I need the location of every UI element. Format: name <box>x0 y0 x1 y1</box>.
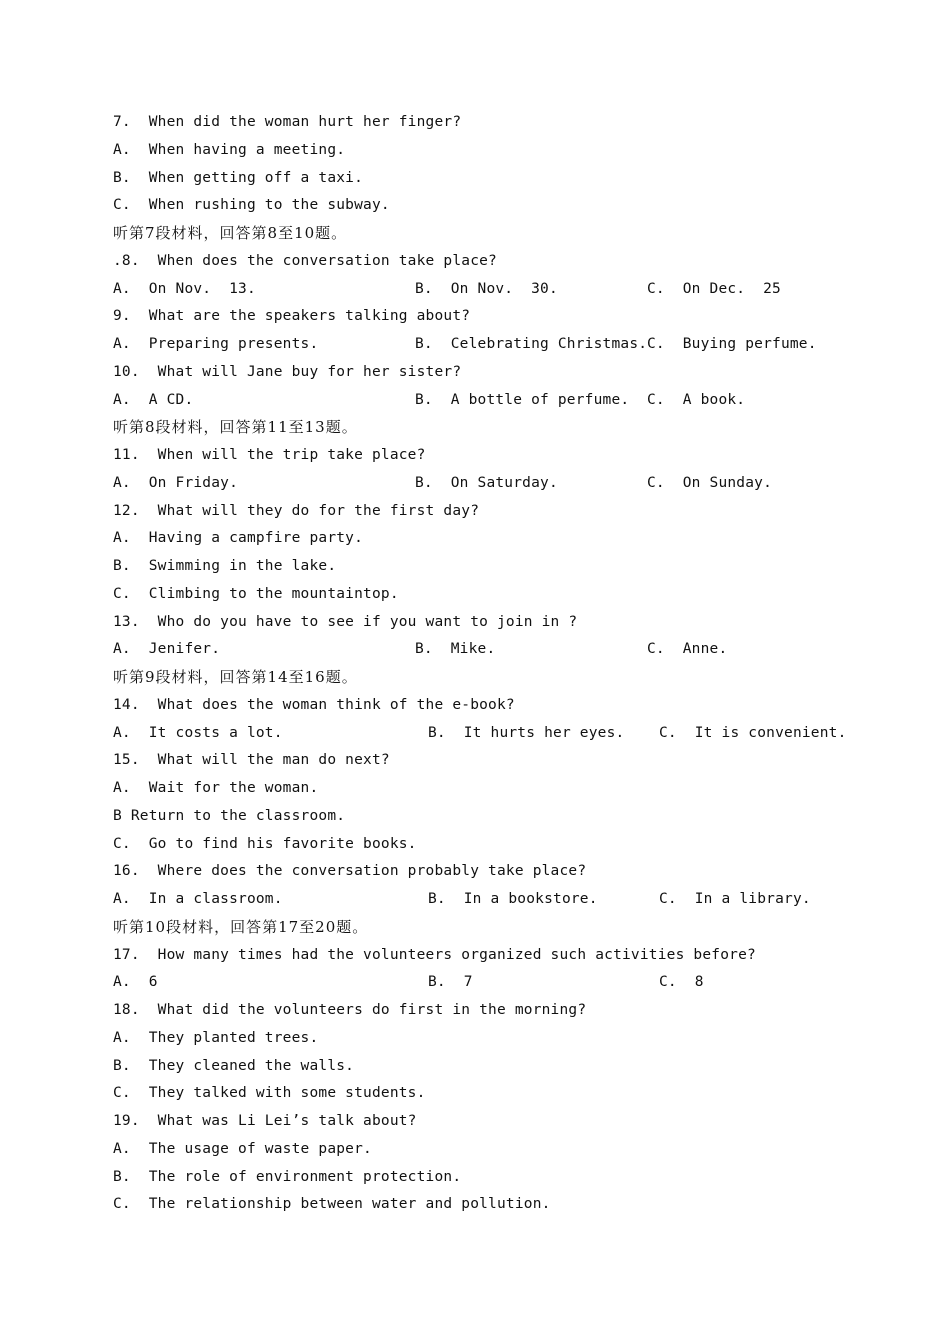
answer-option-b: B. On Saturday. <box>415 474 558 491</box>
answer-option-c: C. It is convenient. <box>659 724 847 741</box>
answer-option-a: A. Jenifer. <box>113 641 221 658</box>
answer-option: C. Go to find his favorite books. <box>113 835 417 852</box>
answer-option: C. They talked with some students. <box>113 1085 426 1102</box>
answer-options-row <box>113 331 913 359</box>
answer-options-row <box>113 969 913 997</box>
answer-option-a: A. Preparing presents. <box>113 336 319 352</box>
question-text: 13. Who do you have to see if you want to join in ? <box>113 613 578 630</box>
question-text: 9. What are the speakers talking about? <box>113 308 471 325</box>
answer-option: C. When rushing to the subway. <box>113 197 390 214</box>
question-text: 15. What will the man do next? <box>113 752 390 769</box>
answer-option-c: C. On Sunday. <box>647 474 773 491</box>
answer-option: A. Wait for the woman. <box>113 780 319 796</box>
answer-option-a: A. A CD. <box>113 391 194 408</box>
answer-options-row <box>113 470 913 498</box>
answer-option-b: B. 7 <box>428 974 473 991</box>
answer-option: A. When having a meeting. <box>113 141 346 158</box>
section-instruction: 听第9段材料，回答第14至16题。 <box>113 668 358 686</box>
question-text: 18. What did the volunteers do first in the morning? <box>113 1002 587 1018</box>
answer-option-b: B. Celebrating Christmas. <box>415 336 648 352</box>
answer-option-b: B. It hurts her eyes. <box>428 724 625 741</box>
section-instruction: 听第8段材料，回答第11至13题。 <box>113 418 358 437</box>
answer-option-c: C. On Dec. 25 <box>647 280 781 297</box>
answer-option-b: B. A bottle of perfume. <box>415 391 630 408</box>
answer-option: B. When getting off a taxi. <box>113 169 364 186</box>
answer-option: C. Climbing to the mountaintop. <box>113 585 399 602</box>
question-text: 14. What does the woman think of the e-book? <box>113 696 515 713</box>
answer-option: A. Having a campfire party. <box>113 530 364 547</box>
answer-option-c: C. 8 <box>659 974 704 991</box>
answer-option-a: A. On Nov. 13. <box>113 280 256 297</box>
question-text: .8. When does the conversation take place? <box>113 252 497 269</box>
answer-option-c: C. In a library. <box>659 891 811 907</box>
question-text: 16. Where does the conversation probably take place? <box>113 863 587 880</box>
answer-option-a: A. It costs a lot. <box>113 724 283 741</box>
answer-option: B. The role of environment protection. <box>113 1168 462 1185</box>
answer-option: A. The usage of waste paper. <box>113 1140 372 1157</box>
question-text: 12. What will they do for the first day? <box>113 502 480 519</box>
answer-option: C. The relationship between water and pollution. <box>113 1196 551 1213</box>
answer-option-c: C. Anne. <box>647 641 728 658</box>
answer-options-row <box>113 720 913 748</box>
answer-option-b: B. On Nov. 30. <box>415 280 558 297</box>
answer-option: B. They cleaned the walls. <box>113 1057 355 1074</box>
answer-options-row <box>113 387 913 415</box>
answer-option-c: C. A book. <box>647 391 746 408</box>
section-instruction: 听第7段材料，回答第8至10题。 <box>113 224 348 242</box>
answer-option-b: B. Mike. <box>415 641 496 658</box>
section-instruction: 听第10段材料，回答第17至20题。 <box>113 917 369 936</box>
answer-option-b: B. In a bookstore. <box>428 891 598 907</box>
answer-options-row <box>113 276 913 304</box>
question-text: 10. What will Jane buy for her sister? <box>113 363 462 380</box>
answer-option-a: A. 6 <box>113 974 158 991</box>
question-text: 11. When will the trip take place? <box>113 447 426 463</box>
question-text: 7. When did the woman hurt her finger? <box>113 114 462 130</box>
answer-option: B Return to the classroom. <box>113 807 346 824</box>
answer-options-row <box>113 886 913 914</box>
answer-option: B. Swimming in the lake. <box>113 558 337 574</box>
answer-option-a: A. On Friday. <box>113 474 239 491</box>
answer-options-row <box>113 636 913 664</box>
exam-page <box>113 109 913 1219</box>
answer-option-a: A. In a classroom. <box>113 891 283 907</box>
answer-option: A. They planted trees. <box>113 1029 319 1046</box>
question-text: 17. How many times had the volunteers organized such activities before? <box>113 946 756 963</box>
answer-option-c: C. Buying perfume. <box>647 336 817 352</box>
question-text: 19. What was Li Lei’s talk about? <box>113 1113 417 1129</box>
